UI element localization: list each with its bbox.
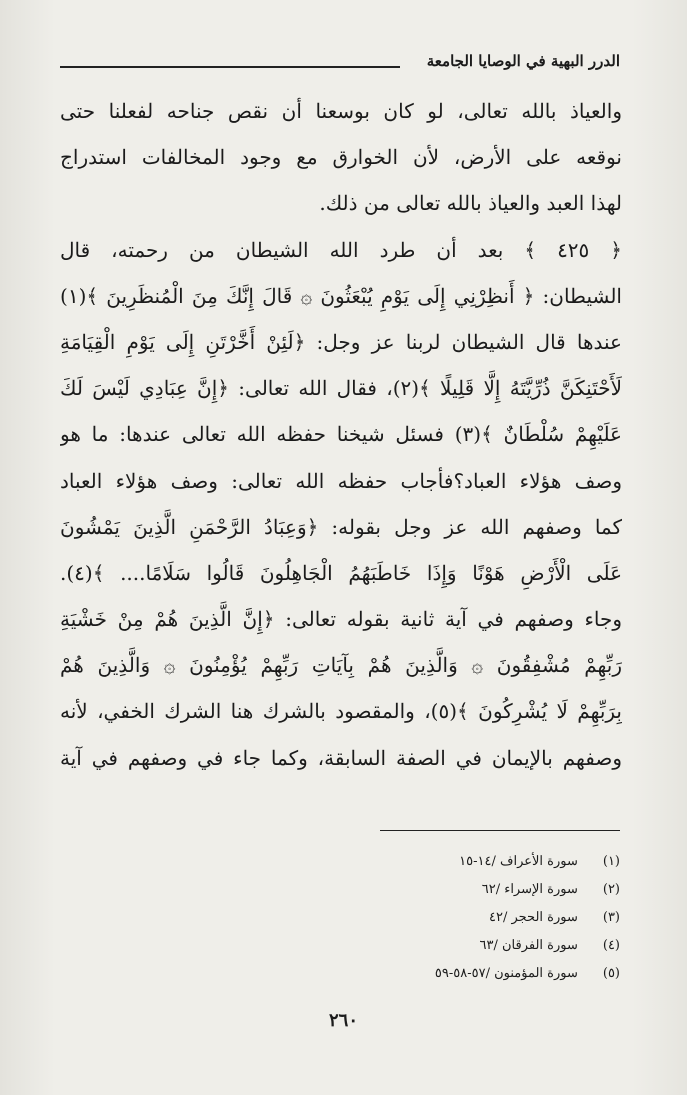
- footnote: [300, 876, 620, 904]
- text-line: نوقعه على الأرض، لأن الخوارق مع وجود المخالفات استدراج: [60, 145, 622, 170]
- footnote-number: (٥): [602, 966, 620, 981]
- footnote-text: سورة المؤمنون /٥٧-٥٨-٥٩: [434, 966, 578, 981]
- running-header: [60, 52, 620, 82]
- text-line: وصف هؤلاء العباد؟فأجاب حفظه الله تعالى: وصف هؤلاء العباد: [60, 468, 622, 493]
- running-title: الدرر البهية في الوصايا الجامعة: [426, 52, 620, 70]
- text-line: عَلَى الْأَرْضِ هَوْنًا وَإِذَا خَاطَبَهُمُ الْجَاهِلُونَ قَالُوا سَلَامًا.... ﴾(٤).: [60, 560, 622, 585]
- footnote-text: سورة الإسراء /٦٢: [481, 882, 578, 897]
- text-line: عَلَيْهِمْ سُلْطَانٌ ﴾(٣) فسئل شيخنا حفظه الله تعالى عندها: ما هو: [60, 422, 622, 447]
- text-line: لَأَحْتَنِكَنَّ ذُرِّيَّتَهُ إِلَّا قَلِيلًا ﴾(٢)، فقال الله تعالى: ﴿إِنَّ عِبَادِي لَيْسَ لَكَ: [60, 376, 622, 401]
- text-line: الشيطان: ﴿ أَنظِرْنِي إِلَى يَوْمِ يُبْعَثُونَ ۞ قَالَ إِنَّكَ مِنَ الْمُنظَرِينَ ﴾(١): [60, 283, 622, 308]
- footnote: [300, 848, 620, 876]
- footnote-text: سورة الحجر /٤٢: [489, 910, 578, 925]
- footnote-text: سورة الفرقان /٦٣: [479, 938, 578, 953]
- header-rule: [60, 66, 400, 68]
- footnote-number: (٤): [602, 938, 620, 953]
- text-line: ﴿ ٤٢٥ ﴾ بعد أن طرد الله الشيطان من رحمته، قال: [60, 237, 622, 262]
- text-line: كما وصفهم الله عز وجل بقوله: ﴿وَعِبَادُ الرَّحْمَنِ الَّذِينَ يَمْشُونَ: [60, 514, 622, 539]
- text-line: عندها قال الشيطان لربنا عز وجل: ﴿لَئِنْ أَخَّرْتَنِ إِلَى يَوْمِ الْقِيَامَةِ: [60, 329, 622, 354]
- footnote-number: (٢): [602, 882, 620, 897]
- footnotes: [300, 848, 620, 988]
- footnote: [300, 904, 620, 932]
- text-line: وصفهم بالإيمان في الصفة السابقة، وكما جاء في وصفهم في آية: [60, 745, 622, 770]
- footnote: [300, 932, 620, 960]
- footnote: [300, 960, 620, 988]
- footnote-number: (٣): [602, 910, 620, 925]
- footnote-number: (١): [602, 854, 620, 869]
- page-number: ٢٦٠: [328, 1010, 358, 1031]
- text-line: والعياذ بالله تعالى، لو كان بوسعنا أن نقص جناحه لفعلنا حتى: [60, 99, 622, 123]
- text-line: بِرَبِّهِمْ لَا يُشْرِكُونَ ﴾(٥)، والمقصود بالشرك هنا الشرك الخفي، لأنه: [60, 699, 622, 724]
- text-line: لهذا العبد والعياذ بالله تعالى من ذلك.: [319, 191, 622, 216]
- footnote-text: سورة الأعراف /١٤-١٥: [459, 854, 578, 869]
- body-text: [60, 88, 622, 781]
- text-line: وجاء وصفهم في آية ثانية بقوله تعالى: ﴿إِنَّ الَّذِينَ هُمْ مِنْ خَشْيَةِ: [60, 607, 622, 632]
- footnote-separator: [380, 830, 620, 831]
- text-line: رَبِّهِمْ مُشْفِقُونَ ۞ وَالَّذِينَ هُمْ بِآيَاتِ رَبِّهِمْ يُؤْمِنُونَ ۞ وَالَّذِينَ هُمْ: [60, 653, 622, 678]
